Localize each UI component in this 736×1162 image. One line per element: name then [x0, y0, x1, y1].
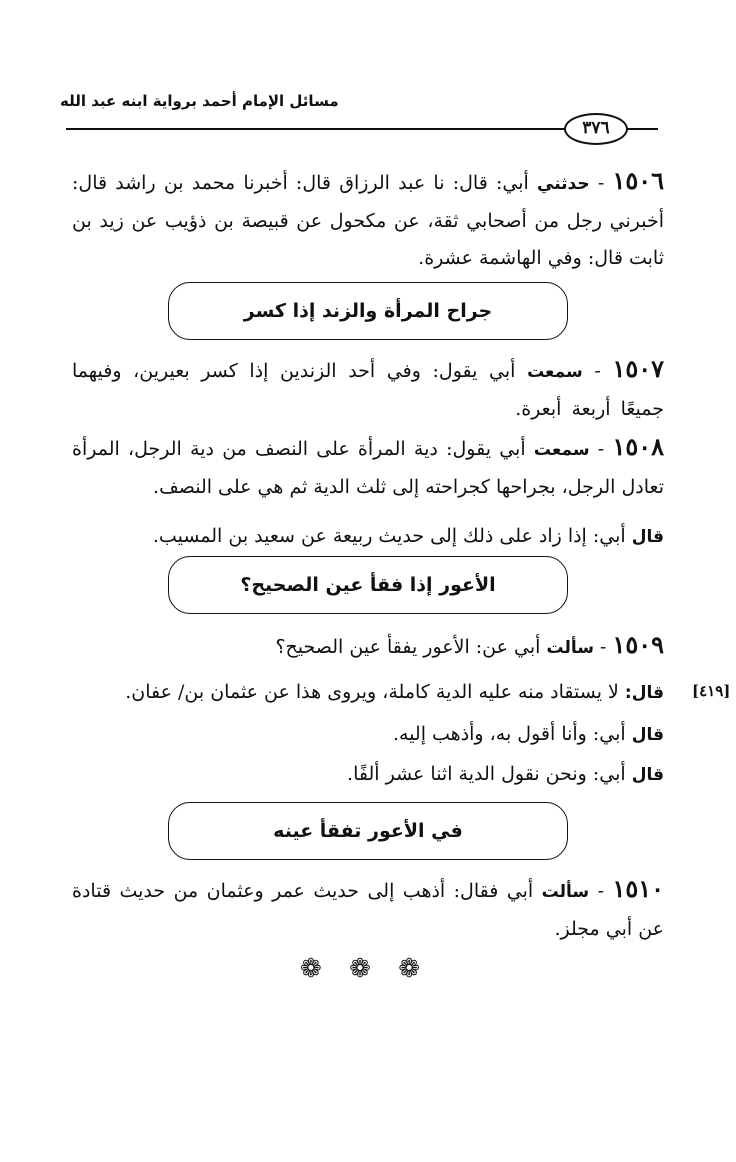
entry-dash: - — [589, 172, 613, 194]
running-title: مسائل الإمام أحمد برواية ابنه عبد الله — [60, 92, 339, 110]
entry-lead-word: حدثني — [537, 174, 590, 194]
entry-1507 — [72, 350, 664, 428]
entry-dash: - — [582, 360, 613, 382]
entry-text: لا يستقاد منه عليه الدية كاملة، ويروى هذا عن عثمان بن/ عفان. — [125, 681, 625, 703]
entry-dash: - — [589, 438, 613, 460]
chapter-heading: الأعور إذا فقأ عين الصحيح؟ — [168, 556, 568, 614]
page-number: ٣٧٦ — [564, 113, 628, 145]
entry-lead-word: سألت — [541, 882, 590, 902]
entry-text: أبي: ونحن نقول الدية اثنا عشر ألفًا. — [347, 763, 632, 785]
entry-1509-comment — [72, 716, 664, 754]
entry-1509-answer — [72, 674, 664, 712]
entry-1506 — [72, 162, 664, 277]
floral-ornament-icon: ❁ — [349, 954, 371, 984]
entry-text: أبي: قال: نا عبد الرزاق قال: أخبرنا محمد بن راشد قال: أخبرني رجل من أصحابي ثقة، عن مكحول عن قبيصة بن ذؤيب عن زيد بن ثابت قال: وفي الهاشمة عشرة. — [72, 172, 664, 269]
entry-1510 — [72, 870, 664, 948]
chapter-heading: جراح المرأة والزند إذا كسر — [168, 282, 568, 340]
entry-text: أبي: إذا زاد على ذلك إلى حديث ربيعة عن سعيد بن المسيب. — [152, 525, 632, 547]
entry-dash: - — [593, 636, 613, 658]
manuscript-folio-ref: [٤١٩] — [692, 682, 731, 700]
entry-number: ١٥٠٦ — [612, 166, 665, 195]
entry-text: أبي فقال: أذهب إلى حديث عمر وعثمان من حديث قتادة عن أبي مجلز. — [72, 880, 664, 940]
entry-text: أبي: وأنا أقول به، وأذهب إليه. — [392, 723, 632, 745]
entry-dash: - — [589, 880, 613, 902]
entry-number: ١٥٠٧ — [612, 354, 664, 383]
entry-lead-word: قال — [631, 527, 664, 547]
floral-ornament-icon: ❁ — [398, 954, 420, 984]
entry-text: أبي يقول: دية المرأة على النصف من دية الرجل، المرأة تعادل الرجل، بجراحها كجراحته إلى ثلث الدية ثم هي على النصف. — [72, 438, 664, 498]
entry-lead-word: سمعت — [527, 362, 583, 382]
chapter-heading: في الأعور تفقأ عينه — [168, 802, 568, 860]
entry-number: ١٥١٠ — [612, 874, 664, 903]
entry-lead-word: قال — [631, 725, 664, 745]
entry-lead-word: قال: — [624, 683, 664, 703]
entry-number: ١٥٠٨ — [612, 432, 665, 461]
floral-ornament-icon: ❁ — [300, 954, 322, 984]
entry-1508-note — [72, 518, 664, 556]
entry-number: ١٥٠٩ — [612, 630, 664, 659]
entry-text: أبي عن: الأعور يفقأ عين الصحيح؟ — [275, 636, 547, 658]
entry-lead-word: قال — [631, 765, 664, 785]
section-end-ornaments — [300, 956, 420, 982]
entry-1508 — [72, 428, 664, 506]
entry-1509 — [72, 626, 664, 667]
entry-1509-comment — [72, 756, 664, 794]
entry-text: أبي يقول: وفي أحد الزندين إذا كسر بعيرين، وفيهما جميعًا أربعة أبعرة. — [72, 360, 664, 420]
entry-lead-word: سمعت — [533, 440, 590, 460]
entry-lead-word: سألت — [546, 638, 594, 658]
